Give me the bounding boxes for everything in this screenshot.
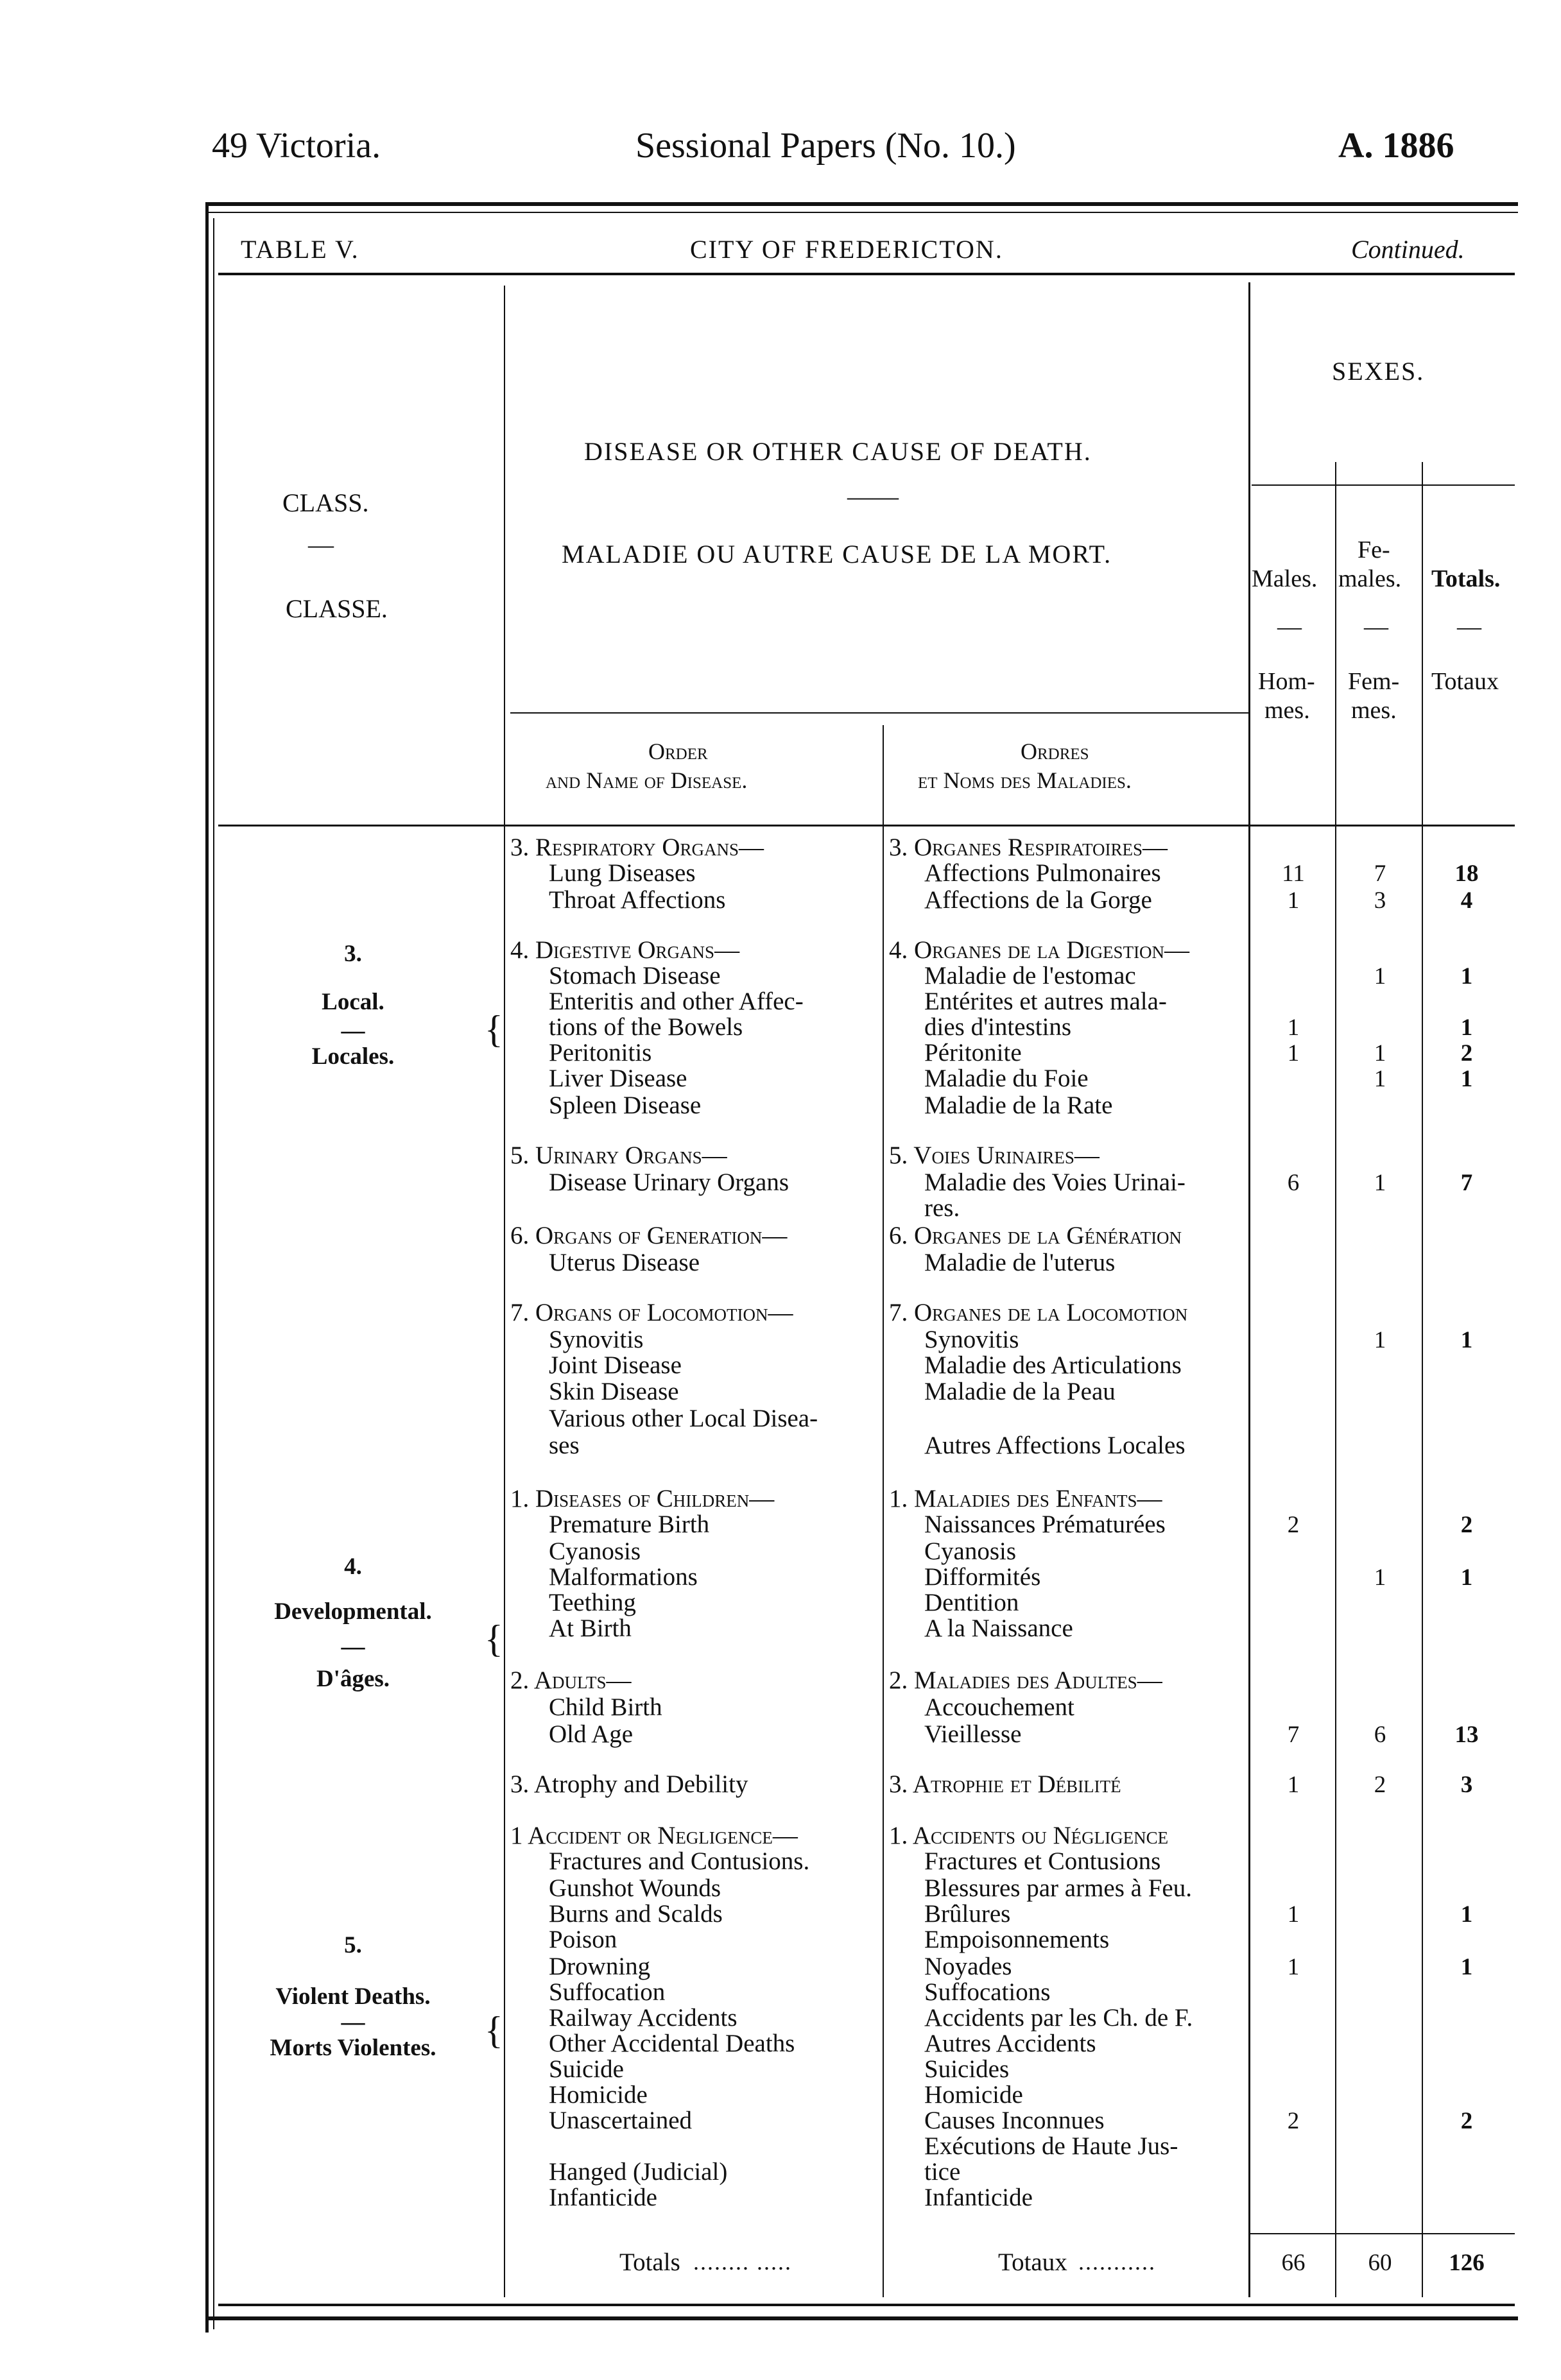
row-females: 6 (1374, 1722, 1386, 1748)
row-label-en: Suffocation (549, 1978, 666, 2006)
row-label-fr: Autres Accidents (924, 2030, 1096, 2057)
row-label-fr: Maladie de la Rate (924, 1092, 1113, 1119)
row-totals: 13 (1454, 1722, 1479, 1748)
row-label-fr: Suffocations (924, 1978, 1051, 2006)
row-label-en: 5. Urinary Organs— (510, 1142, 727, 1169)
males-header-fr-1: Hom- (1258, 668, 1315, 695)
row-label-fr: 4. Organes de la Digestion— (889, 936, 1190, 964)
row-label-fr: Maladie des Articulations (924, 1351, 1182, 1379)
row-label-en: 3. Respiratory Organs— (510, 834, 764, 861)
row-label-en: Spleen Disease (549, 1092, 702, 1119)
row-totals: 18 (1454, 860, 1479, 887)
row-label-en: Joint Disease (549, 1351, 682, 1379)
row-label-fr: Brûlures (924, 1900, 1011, 1928)
row-females: 1 (1374, 963, 1386, 989)
row-males: 6 (1287, 1170, 1300, 1196)
row-males: 1 (1287, 887, 1300, 914)
females-header-en-1: Fe- (1358, 536, 1390, 563)
row-label-en: Gunshot Wounds (549, 1874, 721, 1902)
row-label-en: Drowning (549, 1953, 651, 1980)
totals-dots-fr: ........... (1078, 2249, 1156, 2275)
class-5-num: 5. (344, 1932, 362, 1958)
totals-label-en: Totals (619, 2248, 680, 2276)
row-label-fr: Dentition (924, 1589, 1019, 1616)
class-header-fr: CLASSE. (286, 594, 388, 623)
row-label-en: Homicide (549, 2081, 648, 2109)
row-label-fr: Empoisonnements (924, 1926, 1110, 1953)
row-label-en: Various other Local Disea- (549, 1405, 818, 1432)
row-label-en: Enteritis and other Affec- (549, 988, 804, 1015)
row-label-fr: 1. Maladies des Enfants— (889, 1485, 1162, 1512)
row-label-fr: Maladie de la Peau (924, 1378, 1116, 1405)
row-label-fr: 6. Organes de la Génération (889, 1222, 1182, 1249)
totals-header-dash: — (1457, 613, 1481, 640)
row-females: 7 (1374, 860, 1386, 887)
class-header-en: CLASS. (282, 488, 369, 517)
left-border (205, 202, 209, 2333)
row-label-fr: 5. Voies Urinaires— (889, 1142, 1100, 1169)
sexes-header: SEXES. (1332, 357, 1425, 386)
row-label-en: 2. Adults— (510, 1666, 632, 1694)
header-title: Sessional Papers (No. 10.) (635, 126, 1016, 166)
row-label-en: Disease Urinary Organs (549, 1169, 789, 1196)
row-females: 3 (1374, 887, 1386, 914)
row-label-fr: Naissances Prématurées (924, 1511, 1166, 1538)
row-label-en: Railway Accidents (549, 2004, 737, 2032)
row-totals: 3 (1460, 1772, 1473, 1798)
row-label-fr: 3. Atrophie et Débilité (889, 1770, 1121, 1798)
row-label-fr: Vieillesse (924, 1720, 1022, 1748)
col-line-totals (1422, 462, 1423, 2297)
class-3-fr: Locales. (311, 1043, 395, 1070)
header-year: A. 1886 (1338, 126, 1454, 166)
continued-label: Continued. (1351, 235, 1465, 264)
row-label-en: Skin Disease (549, 1378, 679, 1405)
row-males: 1 (1287, 1772, 1300, 1798)
table-number: TABLE V. (241, 235, 359, 264)
row-males: 1 (1287, 1040, 1300, 1066)
order-header-fr-2: et Noms des Maladies. (918, 767, 1132, 793)
row-label-en: 6. Organs of Generation— (510, 1222, 788, 1249)
row-label-en: Child Birth (549, 1693, 662, 1721)
row-label-en: Uterus Disease (549, 1249, 700, 1276)
bottom-rule-2 (205, 2316, 1518, 2320)
row-label-fr: Affections Pulmonaires (924, 859, 1161, 887)
row-label-fr: Difformités (924, 1563, 1041, 1591)
row-totals: 2 (1460, 1040, 1473, 1066)
row-totals: 1 (1460, 1564, 1473, 1591)
row-totals: 1 (1460, 1901, 1473, 1928)
row-label-fr: Accidents par les Ch. de F. (924, 2004, 1193, 2032)
class-3-dash: — (341, 1018, 365, 1044)
row-females: 2 (1374, 1772, 1386, 1798)
disease-header-en: DISEASE OR OTHER CAUSE OF DEATH. (584, 437, 1092, 466)
row-totals: 7 (1460, 1170, 1473, 1196)
row-females: 1 (1374, 1564, 1386, 1591)
row-label-fr: Entérites et autres mala- (924, 988, 1167, 1015)
row-label-fr: 3. Organes Respiratoires— (889, 834, 1168, 861)
row-label-fr: A la Naissance (924, 1614, 1073, 1642)
row-males: 2 (1287, 1512, 1300, 1538)
row-males: 7 (1287, 1722, 1300, 1748)
col-line-order (883, 725, 884, 2297)
row-label-en: 1. Diseases of Children— (510, 1485, 775, 1512)
sexes-rule (1252, 484, 1515, 486)
males-header-dash: — (1277, 613, 1302, 640)
row-label-en: At Birth (549, 1614, 632, 1642)
row-label-fr: Blessures par armes à Feu. (924, 1874, 1192, 1902)
row-label-en: 1 Accident or Negligence— (510, 1822, 798, 1849)
row-label-en: Old Age (549, 1720, 634, 1748)
bottom-rule-1 (218, 2304, 1515, 2306)
top-rule-2 (209, 212, 1518, 213)
left-border-inner (213, 218, 214, 2329)
city-title: CITY OF FREDERICTON. (690, 235, 1003, 264)
class-4-en: Developmental. (274, 1598, 432, 1625)
row-label-en: Teething (549, 1589, 636, 1616)
brace-violent: { (485, 2009, 503, 2051)
row-label-fr: Causes Inconnues (924, 2107, 1105, 2134)
top-rule-1 (209, 202, 1518, 206)
row-label-en: ses (549, 1432, 580, 1459)
order-header-en-2: and Name of Disease. (546, 767, 748, 793)
class-4-num: 4. (344, 1554, 362, 1580)
totals-males: 66 (1281, 2250, 1306, 2276)
row-label-fr: Exécutions de Haute Jus- (924, 2132, 1178, 2160)
class-5-fr: Morts Violentes. (270, 2035, 436, 2061)
females-header-dash: — (1364, 613, 1388, 640)
row-males: 2 (1287, 2108, 1300, 2134)
row-label-en: Liver Disease (549, 1065, 687, 1092)
row-label-en: Fractures and Contusions. (549, 1847, 810, 1875)
totals-label-fr: Totaux (998, 2248, 1067, 2276)
row-label-fr: Maladie de l'estomac (924, 962, 1136, 989)
row-label-fr: Maladie des Voies Urinai- (924, 1169, 1186, 1196)
row-totals: 4 (1460, 887, 1473, 914)
row-males: 1 (1287, 1901, 1300, 1928)
row-males: 1 (1287, 1014, 1300, 1041)
row-females: 1 (1374, 1040, 1386, 1066)
row-totals: 1 (1460, 1327, 1473, 1353)
females-header-fr-2: mes. (1351, 697, 1397, 724)
row-label-fr: dies d'intestins (924, 1013, 1072, 1041)
row-females: 1 (1374, 1170, 1386, 1196)
row-label-en: Peritonitis (549, 1039, 652, 1066)
row-label-en: Synovitis (549, 1326, 644, 1353)
class-4-dash: — (341, 1634, 365, 1660)
row-label-en: tions of the Bowels (549, 1013, 743, 1041)
females-header-fr-1: Fem- (1348, 668, 1400, 695)
totals-rule-top (1248, 2233, 1515, 2234)
row-label-fr: Maladie de l'uterus (924, 1249, 1116, 1276)
col-line-females (1335, 462, 1336, 2297)
row-label-fr: Affections de la Gorge (924, 886, 1152, 914)
row-label-fr: 2. Maladies des Adultes— (889, 1666, 1162, 1694)
row-label-fr: Infanticide (924, 2184, 1033, 2211)
row-label-en: Malformations (549, 1563, 698, 1591)
title-rule (218, 273, 1515, 275)
row-label-en: Lung Diseases (549, 859, 696, 887)
row-label-fr: 7. Organes de la Locomotion (889, 1299, 1188, 1326)
brace-local: { (485, 1008, 503, 1050)
females-header-en-2: males. (1338, 565, 1402, 592)
disease-header-fr: MALADIE OU AUTRE CAUSE DE LA MORT. (562, 540, 1112, 569)
row-totals: 1 (1460, 1066, 1473, 1092)
row-males: 11 (1282, 860, 1305, 887)
row-label-en: 4. Digestive Organs— (510, 936, 740, 964)
row-label-fr: Cyanosis (924, 1537, 1017, 1565)
subheader-rule (510, 712, 1248, 714)
row-label-en: Cyanosis (549, 1537, 641, 1565)
class-header-dash: — (308, 530, 334, 559)
disease-header-dash: —— (847, 482, 899, 511)
class-5-dash: — (341, 2009, 365, 2035)
row-label-fr: tice (924, 2158, 961, 2186)
row-label-fr: res. (924, 1194, 960, 1222)
totals-all: 126 (1449, 2250, 1485, 2276)
row-label-en: Other Accidental Deaths (549, 2030, 795, 2057)
row-totals: 1 (1460, 1014, 1473, 1041)
row-label-fr: Autres Affections Locales (924, 1432, 1186, 1459)
males-header-en: Males. (1252, 565, 1318, 592)
row-label-en: Hanged (Judicial) (549, 2158, 728, 2186)
class-5-en: Violent Deaths. (275, 1983, 431, 2010)
row-males: 1 (1287, 1954, 1300, 1980)
row-label-fr: Maladie du Foie (924, 1065, 1089, 1092)
class-4-fr: D'âges. (316, 1666, 390, 1692)
row-label-fr: Suicides (924, 2055, 1010, 2083)
row-label-en: Premature Birth (549, 1511, 710, 1538)
row-females: 1 (1374, 1066, 1386, 1092)
row-label-en: Infanticide (549, 2184, 657, 2211)
row-label-en: Suicide (549, 2055, 624, 2083)
males-header-fr-2: mes. (1264, 697, 1310, 724)
class-3-num: 3. (344, 941, 362, 967)
row-totals: 2 (1460, 1512, 1473, 1538)
row-label-fr: Noyades (924, 1953, 1012, 1980)
row-label-fr: 1. Accidents ou Négligence (889, 1822, 1169, 1849)
row-label-fr: Homicide (924, 2081, 1023, 2109)
row-label-fr: Accouchement (924, 1693, 1074, 1721)
row-label-fr: Péritonite (924, 1039, 1022, 1066)
row-label-en: Throat Affections (549, 886, 726, 914)
order-header-fr-1: Ordres (1021, 739, 1089, 764)
col-line-sexes (1248, 282, 1250, 2297)
row-totals: 1 (1460, 963, 1473, 989)
row-label-en: 7. Organs of Locomotion— (510, 1299, 793, 1326)
header-bottom-rule (218, 825, 1515, 826)
row-totals: 1 (1460, 1954, 1473, 1980)
row-label-en: Stomach Disease (549, 962, 721, 989)
col-line-class (504, 286, 505, 2297)
class-3-en: Local. (322, 989, 384, 1015)
brace-developmental: { (485, 1618, 503, 1660)
row-label-fr: Synovitis (924, 1326, 1019, 1353)
row-label-en: Poison (549, 1926, 617, 1953)
header-volume: 49 Victoria. (212, 126, 381, 166)
row-totals: 2 (1460, 2108, 1473, 2134)
order-header-en-1: Order (648, 739, 708, 764)
row-label-en: Burns and Scalds (549, 1900, 723, 1928)
row-label-en: 3. Atrophy and Debility (510, 1770, 748, 1798)
row-label-fr: Fractures et Contusions (924, 1847, 1161, 1875)
totals-dots-en: ........ ..... (693, 2249, 792, 2275)
totals-header-fr: Totaux (1431, 668, 1499, 695)
totals-header-en: Totals. (1431, 565, 1501, 592)
row-label-en: Unascertained (549, 2107, 693, 2134)
row-females: 1 (1374, 1327, 1386, 1353)
totals-females: 60 (1368, 2250, 1392, 2276)
